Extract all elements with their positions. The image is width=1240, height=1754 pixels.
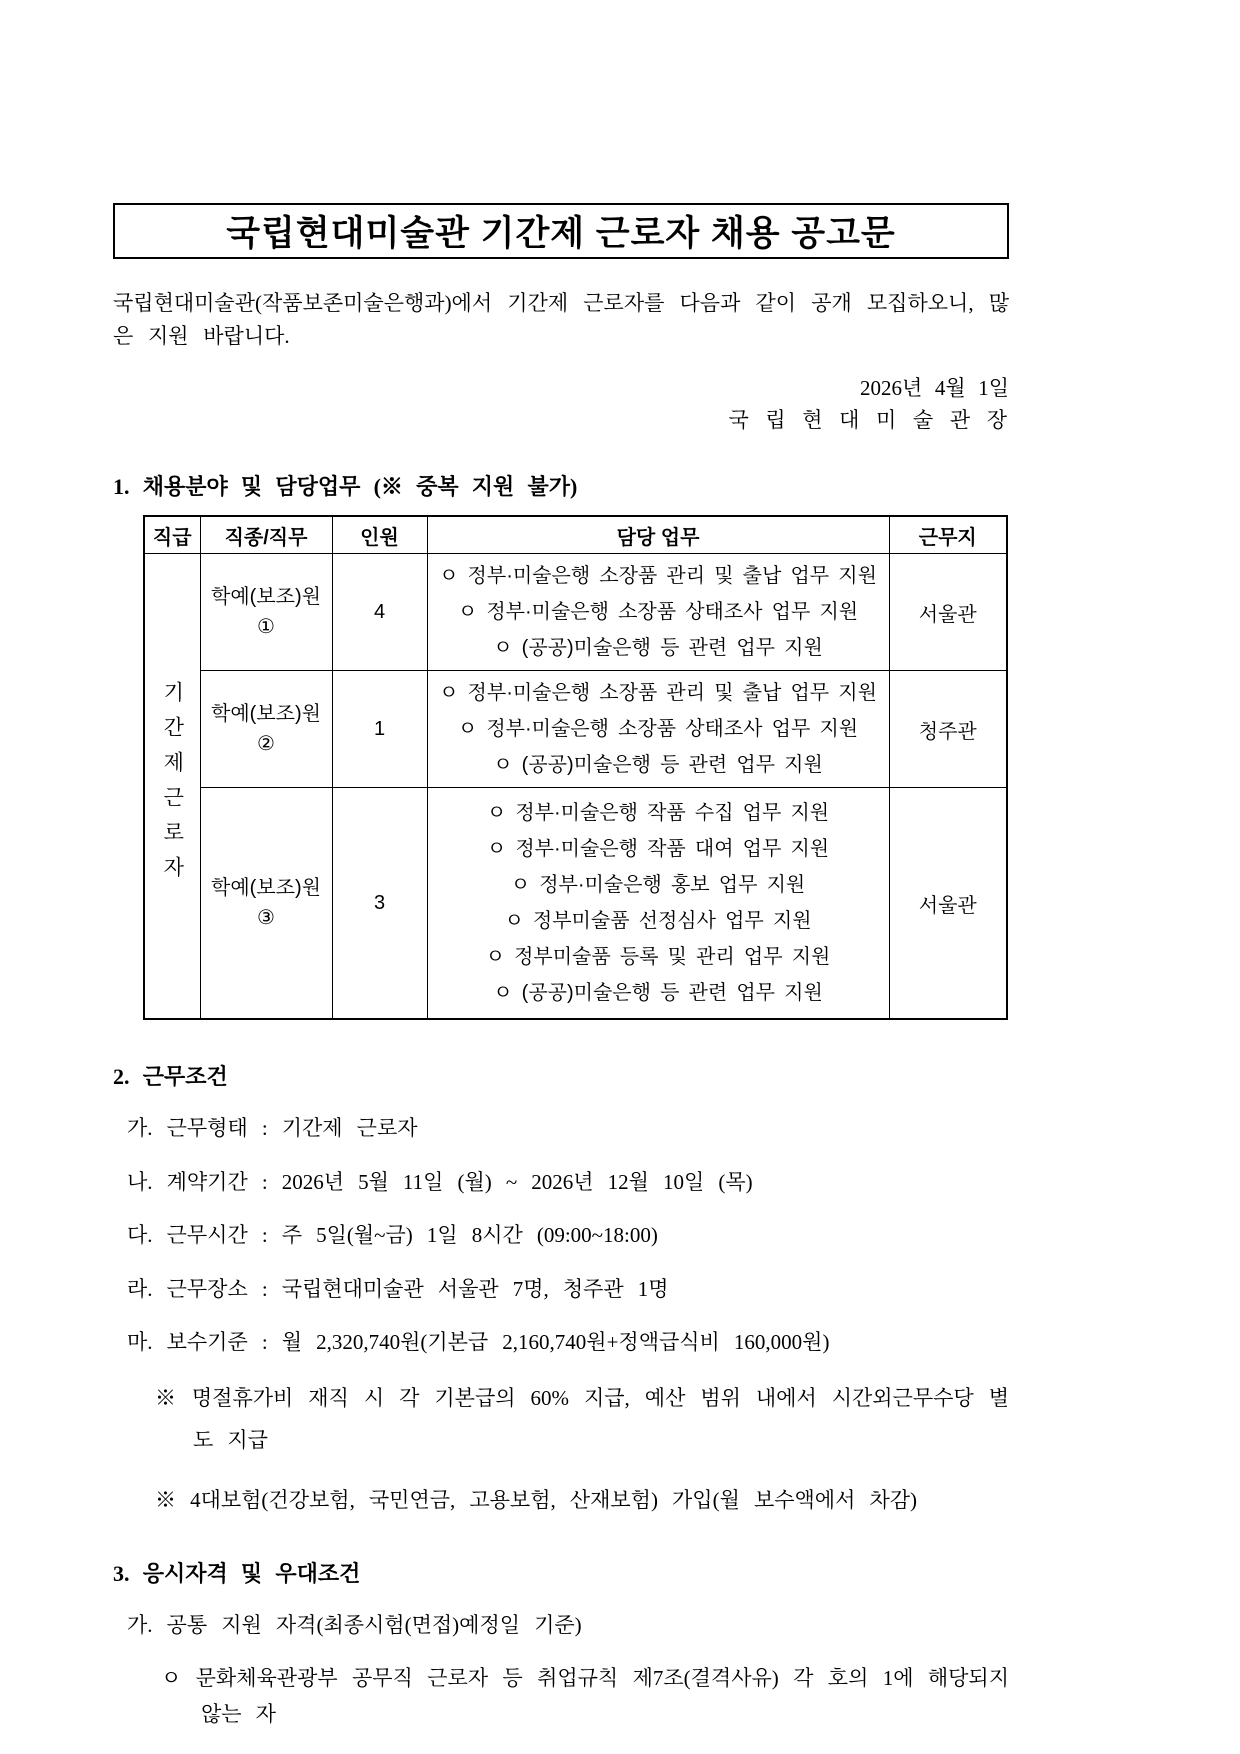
job-number: ① bbox=[257, 616, 275, 639]
grade-cell bbox=[144, 554, 200, 1020]
pay-standard-item: 마. 보수기준 : 월 2,320,740원(기본급 2,160,740원+정액급식비 160,000원) bbox=[127, 1330, 830, 1355]
duty-line: ㅇ 정부·미술은행 홍보 업무 지원 bbox=[510, 874, 806, 897]
intro-paragraph: 국립현대미술관(작품보존미술은행과)에서 기간제 근로자를 다음과 같이 공개 모집하오니, 많은 지원 바랍니다. bbox=[113, 291, 1009, 348]
table-row bbox=[144, 554, 1007, 671]
job-number: ② bbox=[257, 733, 275, 756]
duty-line: ㅇ (공공)미술은행 등 관련 업무 지원 bbox=[493, 754, 823, 777]
location-cell: 서울관 bbox=[889, 788, 1007, 1020]
work-type-item: 가. 근무형태 : 기간제 근로자 bbox=[127, 1116, 418, 1141]
job-cell bbox=[200, 554, 332, 671]
common-qualification-item: 가. 공통 지원 자격(최종시험(면접)예정일 기준) bbox=[127, 1612, 582, 1637]
qualification-bullet: ㅇ 문화체육관광부 공무직 근로자 등 취업규칙 제7조(결격사유) 각 호의 1에 해당되지 않는 자 bbox=[161, 1666, 1009, 1726]
contract-period-item: 나. 계약기간 : 2026년 5월 11일 (월) ~ 2026년 12월 10일 (목) bbox=[127, 1169, 753, 1194]
recruitment-table bbox=[143, 515, 1008, 1020]
duty-line: ㅇ 정부·미술은행 소장품 상태조사 업무 지원 bbox=[457, 718, 859, 741]
job-title: 학예(보조)원 bbox=[211, 703, 321, 726]
document-content bbox=[113, 203, 1009, 1732]
work-hours-item: 다. 근무시간 : 주 5일(월~금) 1일 8시간 (09:00~18:00) bbox=[127, 1223, 658, 1248]
insurance-note: ※ 4대보험(건강보험, 국민연금, 고용보험, 산재보험) 가입(월 보수액에서 차감) bbox=[155, 1487, 918, 1512]
duty-line: ㅇ 정부·미술은행 소장품 상태조사 업무 지원 bbox=[457, 601, 859, 624]
section2-heading: 2. 근무조건 bbox=[113, 1064, 228, 1090]
col-header-job: 직종/직무 bbox=[200, 516, 332, 554]
duty-line: ㅇ 정부·미술은행 작품 대여 업무 지원 bbox=[486, 838, 830, 861]
section1-heading: 1. 채용분야 및 담당업무 (※ 중복 지원 불가) bbox=[113, 474, 578, 500]
col-header-count: 인원 bbox=[332, 516, 427, 554]
duty-line: ㅇ 정부·미술은행 소장품 관리 및 출납 업무 지원 bbox=[439, 682, 877, 705]
job-cell bbox=[200, 788, 332, 1020]
work-place-item: 라. 근무장소 : 국립현대미술관 서울관 7명, 청주관 1명 bbox=[127, 1276, 669, 1301]
duty-line: ㅇ 정부미술품 선정심사 업무 지원 bbox=[504, 910, 812, 933]
count-cell: 3 bbox=[332, 788, 427, 1020]
duty-cell bbox=[427, 554, 889, 671]
job-title: 학예(보조)원 bbox=[211, 877, 321, 900]
job-cell bbox=[200, 671, 332, 788]
document-title: 국립현대미술관 기간제 근로자 채용 공고문 bbox=[226, 214, 896, 253]
table-header-row bbox=[144, 516, 1007, 554]
duty-line: ㅇ 정부·미술은행 소장품 관리 및 출납 업무 지원 bbox=[439, 565, 877, 588]
duty-line: ㅇ 정부·미술은행 작품 수집 업무 지원 bbox=[486, 802, 830, 825]
title-banner bbox=[113, 203, 1009, 259]
table-row bbox=[144, 788, 1007, 1020]
section3-heading: 3. 응시자격 및 우대조건 bbox=[113, 1560, 361, 1586]
duty-line: ㅇ 정부미술품 등록 및 관리 업무 지원 bbox=[485, 946, 831, 969]
duty-line: ㅇ (공공)미술은행 등 관련 업무 지원 bbox=[493, 982, 823, 1005]
job-number: ③ bbox=[257, 907, 275, 930]
location-cell: 청주관 bbox=[889, 671, 1007, 788]
issuer-name: 국 립 현 대 미 술 관 장 bbox=[728, 407, 1009, 432]
count-cell: 1 bbox=[332, 671, 427, 788]
col-header-grade: 직급 bbox=[144, 516, 200, 554]
job-title: 학예(보조)원 bbox=[211, 586, 321, 609]
issue-date: 2026년 4월 1일 bbox=[859, 376, 1009, 401]
duty-cell bbox=[427, 788, 889, 1020]
col-header-location: 근무지 bbox=[889, 516, 1007, 554]
duty-line: ㅇ (공공)미술은행 등 관련 업무 지원 bbox=[493, 637, 823, 660]
col-header-duty: 담당 업무 bbox=[427, 516, 889, 554]
grade-label: 기간제근로자 bbox=[160, 681, 184, 892]
location-cell: 서울관 bbox=[889, 554, 1007, 671]
holiday-pay-note: ※ 명절휴가비 재직 시 각 기본급의 60% 지급, 예산 범위 내에서 시간외근무수당 별도 지급 bbox=[155, 1385, 1009, 1452]
duty-cell bbox=[427, 671, 889, 788]
table-row bbox=[144, 671, 1007, 788]
count-cell: 4 bbox=[332, 554, 427, 671]
